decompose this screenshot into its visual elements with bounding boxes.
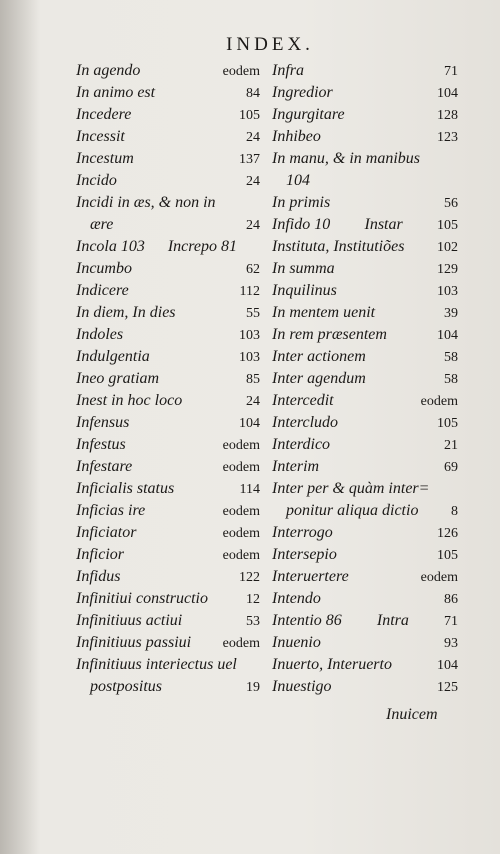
index-entry (76, 104, 260, 126)
index-term: Interim (272, 458, 320, 475)
index-page-ref: 128 (437, 108, 458, 123)
index-term: Interuertere (272, 568, 349, 585)
index-page-ref: 104 (437, 328, 458, 343)
index-entry (76, 676, 260, 698)
index-page-ref: 103 (239, 350, 260, 365)
index-page-ref: 125 (437, 680, 458, 695)
index-page-ref: 71 (444, 614, 458, 629)
index-page-ref: 114 (239, 482, 260, 497)
index-term: Ingredior (272, 84, 333, 101)
index-entry (76, 390, 260, 412)
index-entry (272, 676, 458, 698)
index-term: postpositus (90, 678, 163, 695)
index-term: Inficialis status (76, 480, 175, 497)
index-entry (272, 60, 458, 82)
index-page-ref: 58 (444, 350, 458, 365)
index-term: In manu, & in manibus (272, 150, 420, 167)
index-entry (76, 566, 260, 588)
index-term: Intendo (272, 590, 321, 607)
index-entry (76, 522, 260, 544)
index-entry (76, 610, 260, 632)
index-page-ref: 104 (239, 416, 260, 431)
index-term: Incidi in æs, & non in (76, 194, 216, 211)
index-entry (272, 456, 458, 478)
index-term: Inter per & quàm inter= (272, 480, 430, 497)
index-entry (76, 82, 260, 104)
index-term: Incumbo (76, 260, 132, 277)
index-term: In animo est (76, 84, 156, 101)
index-entry (272, 324, 458, 346)
index-term: Infensus (76, 414, 130, 431)
index-term: Instituta, Institutiões (272, 238, 405, 255)
index-term: Indulgentia (76, 348, 150, 365)
index-entry (76, 258, 260, 280)
index-term: Infinitiuus interiectus uel (76, 656, 237, 673)
index-entry (76, 412, 260, 434)
index-term: Intentio 86 (272, 612, 342, 629)
index-entry (76, 500, 260, 522)
index-page-ref: 39 (444, 306, 458, 321)
index-entry (76, 346, 260, 368)
index-term: Inquilinus (272, 282, 337, 299)
index-entry (76, 632, 260, 654)
index-term: Inuenio (272, 634, 321, 651)
index-term: In rem præsentem (272, 326, 387, 343)
index-term: In primis (272, 194, 331, 211)
index-page-ref: 24 (246, 218, 260, 233)
index-page-ref: 8 (451, 504, 458, 519)
index-entry (272, 588, 458, 610)
index-page-ref: 56 (444, 196, 458, 211)
index-page-ref: 104 (437, 658, 458, 673)
index-page-ref: 71 (444, 64, 458, 79)
index-page-ref: 105 (437, 416, 458, 431)
index-term: Inficias ire (76, 502, 146, 519)
index-term: Interdico (272, 436, 331, 453)
index-entry (76, 60, 260, 82)
index-term: In agendo (76, 62, 141, 79)
index-term: In summa (272, 260, 335, 277)
index-page-ref: 24 (246, 394, 260, 409)
index-entry (272, 632, 458, 654)
index-entry (272, 192, 458, 214)
index-term: Infinitiui constructio (76, 590, 208, 607)
index-page-ref: 123 (437, 130, 458, 145)
index-page-ref: 58 (444, 372, 458, 387)
index-entry (76, 280, 260, 302)
index-page-ref: 53 (246, 614, 260, 629)
index-entry (76, 654, 260, 676)
index-entry (76, 544, 260, 566)
index-term: In diem, In dies (76, 304, 176, 321)
index-entry (76, 368, 260, 390)
index-page-ref: 105 (437, 548, 458, 563)
index-entry (76, 126, 260, 148)
index-term: Inficiator (76, 524, 137, 541)
index-page-ref: 62 (246, 262, 260, 277)
index-page-ref: 84 (246, 86, 260, 101)
index-term: Infidus (76, 568, 121, 585)
index-entry (272, 214, 458, 236)
index-entry (272, 126, 458, 148)
index-entry (76, 302, 260, 324)
index-term: In mentem uenit (272, 304, 376, 321)
index-entry (76, 434, 260, 456)
index-term: Ineo gratiam (76, 370, 160, 387)
index-page-ref: 105 (437, 218, 458, 233)
index-term: Ingurgitare (272, 106, 345, 123)
index-entry (76, 148, 260, 170)
index-page-ref: eodem (420, 570, 458, 585)
index-page-ref: eodem (222, 64, 260, 79)
index-term: Infestare (76, 458, 133, 475)
index-page-ref: 93 (444, 636, 458, 651)
index-entry (76, 170, 260, 192)
index-page-ref: 21 (444, 438, 458, 453)
gutter-shadow (0, 0, 40, 854)
index-entry (272, 544, 458, 566)
index-term-secondary: Increpo 81 (167, 238, 238, 255)
index-page-ref: eodem (222, 438, 260, 453)
index-term: Incessit (76, 128, 125, 145)
index-term: Inficior (76, 546, 124, 563)
index-term: Infra (272, 62, 304, 79)
index-term: Infinitiuus passiui (76, 634, 192, 651)
index-page-ref: 86 (444, 592, 458, 607)
index-term: Incedere (76, 106, 132, 123)
index-entry (272, 104, 458, 126)
index-term: Incola 103 (76, 238, 145, 255)
index-term: Incestum (76, 150, 134, 167)
index-page-ref: 112 (239, 284, 260, 299)
index-term: Intercludo (272, 414, 339, 431)
index-page-ref: 19 (246, 680, 260, 695)
index-page-ref: 24 (246, 130, 260, 145)
index-entry (76, 588, 260, 610)
index-page-ref: 103 (239, 328, 260, 343)
index-entry (272, 654, 458, 676)
index-entry (76, 236, 260, 258)
index-entry (272, 368, 458, 390)
index-term: Indicere (76, 282, 129, 299)
index-term: ponitur aliqua dictio (286, 502, 419, 519)
index-entry (76, 456, 260, 478)
index-entry (272, 236, 458, 258)
index-entry (272, 478, 458, 500)
page-header: INDEX. (226, 34, 314, 55)
index-page-ref: eodem (222, 460, 260, 475)
index-column-right (272, 60, 458, 698)
index-page-ref: eodem (420, 394, 458, 409)
index-term: ære (90, 216, 114, 233)
index-page-ref: 69 (444, 460, 458, 475)
index-term: Inest in hoc loco (76, 392, 183, 409)
catchword: Inuicem (386, 706, 438, 723)
index-entry (272, 412, 458, 434)
index-entry (272, 258, 458, 280)
index-term: Incido (76, 172, 117, 189)
index-page-ref: 12 (246, 592, 260, 607)
index-term: Indoles (76, 326, 124, 343)
index-term-secondary: Instar (364, 216, 403, 233)
index-column-left (76, 60, 260, 698)
index-entry (272, 566, 458, 588)
index-entry (272, 170, 458, 192)
index-entry (76, 478, 260, 500)
index-page-ref: 102 (437, 240, 458, 255)
index-page-ref: 85 (246, 372, 260, 387)
index-entry (272, 346, 458, 368)
index-term: Infido 10 (272, 216, 331, 233)
index-page-ref: 137 (239, 152, 260, 167)
index-entry (272, 434, 458, 456)
index-page-ref: 104 (437, 86, 458, 101)
index-page-ref: 105 (239, 108, 260, 123)
index-term: Interrogo (272, 524, 333, 541)
index-term-secondary: Intra (376, 612, 409, 629)
index-entry (272, 522, 458, 544)
index-page-ref: 55 (246, 306, 260, 321)
index-term: Inter agendum (272, 370, 366, 387)
index-page-ref: 24 (246, 174, 260, 189)
index-term: Infinitiuus actiui (76, 612, 183, 629)
index-entry (272, 280, 458, 302)
index-entry (272, 82, 458, 104)
index-term: Inter actionem (272, 348, 366, 365)
index-entry (272, 148, 458, 170)
index-page-ref: eodem (222, 636, 260, 651)
index-page-ref: eodem (222, 526, 260, 541)
index-page-ref: 103 (437, 284, 458, 299)
index-term: Intercedit (272, 392, 334, 409)
index-term: Intersepio (272, 546, 337, 563)
index-term: 104 (286, 172, 310, 189)
index-entry (272, 610, 458, 632)
index-entry (272, 390, 458, 412)
index-term: Inhibeo (272, 128, 321, 145)
index-page-ref: eodem (222, 548, 260, 563)
index-term: Inuerto, Interuerto (272, 656, 392, 673)
index-entry (76, 324, 260, 346)
index-entry (76, 214, 260, 236)
index-page-ref: 126 (437, 526, 458, 541)
index-page-ref: 129 (437, 262, 458, 277)
index-term: Inuestigo (272, 678, 332, 695)
index-page-ref: eodem (222, 504, 260, 519)
index-entry (272, 500, 458, 522)
index-entry (76, 192, 260, 214)
index-term: Infestus (76, 436, 126, 453)
index-entry (272, 302, 458, 324)
index-page-ref: 122 (239, 570, 260, 585)
